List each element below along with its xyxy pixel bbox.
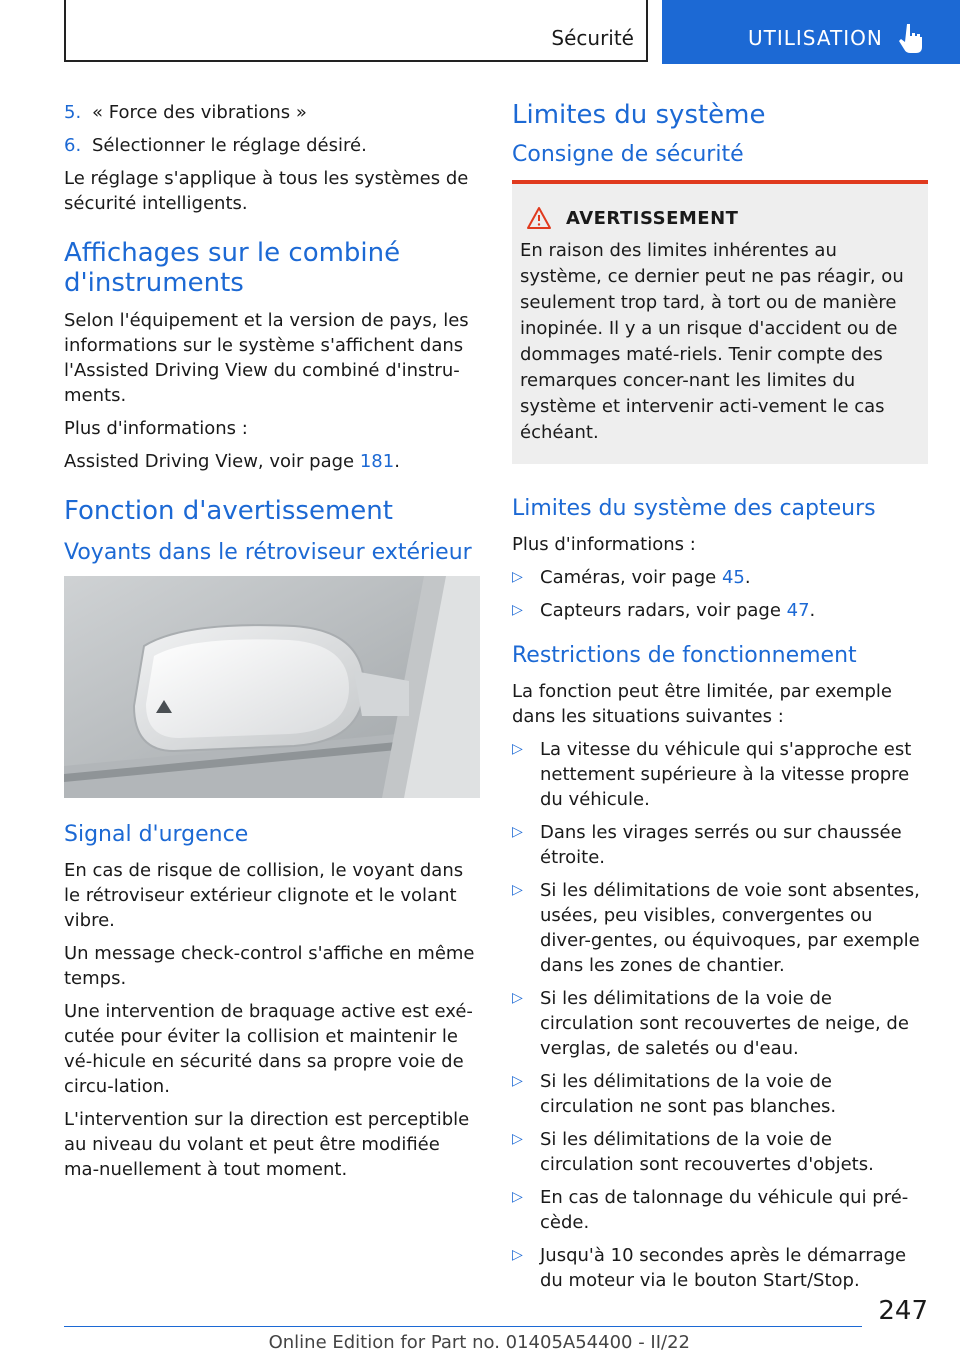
heading-warning-function: Fonction d'avertissement <box>64 496 393 526</box>
warning-text: En raison des limites inhérentes au système, ce dernier peut ne pas réagir, ou seulement trop tard, à tort ou de manière inopinée. Il y a un risque d'accident ou de dommages maté-riels. Tenir compte des remarques concer-nant les limites du système et intervenir acti-vement le cas échéant. <box>520 240 904 443</box>
triangle-bullet-icon: ▷ <box>512 1131 523 1147</box>
list-item-text: Si les délimitations de la voie de circulation sont recouvertes de neige, de verglas, de saletés ou d'eau. <box>540 988 909 1059</box>
triangle-bullet-icon: ▷ <box>512 990 523 1006</box>
header-chapter <box>662 0 960 64</box>
list-item <box>512 986 928 1061</box>
heading-mirror-lights: Voyants dans le rétroviseur extérieur <box>64 540 472 565</box>
step-number: 5. <box>64 102 82 123</box>
list-item-text: Si les délimitations de la voie de circulation ne sont pas blanches. <box>540 1071 837 1117</box>
list-item-text: En cas de talonnage du véhicule qui pré-cède. <box>540 1187 909 1233</box>
header-chapter-label: UTILISATION <box>748 26 883 50</box>
list-item-text: Si les délimitations de la voie de circulation sont recouvertes d'objets. <box>540 1129 874 1175</box>
heading-safety-note: Consigne de sécurité <box>512 142 744 167</box>
heading-restrictions: Restrictions de fonctionnement <box>512 643 857 668</box>
page-link-47[interactable]: 47 <box>786 600 810 621</box>
mirror-image <box>64 576 480 798</box>
triangle-bullet-icon: ▷ <box>512 602 523 618</box>
list-item <box>512 1185 928 1235</box>
triangle-bullet-icon: ▷ <box>512 1073 523 1089</box>
paragraph: Plus d'informations : <box>512 534 696 555</box>
link-suffix: . <box>394 451 400 472</box>
link-prefix: Assisted Driving View, voir page <box>64 451 360 472</box>
heading-signal: Signal d'urgence <box>64 822 249 847</box>
step-number: 6. <box>64 135 82 156</box>
pointing-hand-icon <box>898 22 924 54</box>
step-item <box>64 133 480 158</box>
warning-box <box>512 180 928 464</box>
paragraph: Plus d'informations : <box>64 418 248 439</box>
warning-header <box>520 206 920 230</box>
paragraph: L'intervention sur la direction est perceptible au niveau du volant et peut être modifiée ma-nuellement à tout moment. <box>64 1109 470 1180</box>
list-item-prefix: Capteurs radars, voir page <box>540 600 787 621</box>
list-item <box>512 1243 928 1293</box>
paragraph: La fonction peut être limitée, par exemple dans les situations suivantes : <box>512 681 892 727</box>
list-item-text: Dans les virages serrés ou sur chaussée étroite. <box>540 822 902 868</box>
list-item-suffix: . <box>809 600 816 621</box>
list-item <box>512 820 928 870</box>
list-item-text <box>540 565 751 590</box>
right-column <box>512 100 928 1301</box>
footer-edition: Online Edition for Part no. 01405A54400 - II/22 <box>268 1332 690 1353</box>
paragraph: Le réglage s'applique à tous les systèmes de sécurité intelligents. <box>64 168 469 214</box>
header-section: Sécurité <box>551 26 634 50</box>
footer-divider <box>64 1326 862 1327</box>
paragraph: Une intervention de braquage active est exé-cutée pour éviter la collision et maintenir le vé-hicule en sécurité dans sa propre voie de circu-lation. <box>64 1001 473 1097</box>
triangle-bullet-icon: ▷ <box>512 882 523 898</box>
heading-display: Affichages sur le combiné d'instruments <box>64 238 401 298</box>
page-link-181[interactable]: 181 <box>359 451 395 472</box>
paragraph-link <box>64 449 480 474</box>
paragraph: En cas de risque de collision, le voyant dans le rétroviseur extérieur clignote et le volant vibre. <box>64 860 464 931</box>
step-text: « Force des vibrations » <box>92 102 307 123</box>
list-item <box>512 598 928 623</box>
header-section-box <box>64 0 648 62</box>
heading-system-limits: Limites du système <box>512 100 766 130</box>
paragraph: Un message check-control s'affiche en même temps. <box>64 943 475 989</box>
triangle-bullet-icon: ▷ <box>512 741 523 757</box>
heading-sensor-limits: Limites du système des capteurs <box>512 496 876 521</box>
list-item-text: Jusqu'à 10 secondes après le démarrage du moteur via le bouton Start/Stop. <box>540 1245 907 1291</box>
list-item-text: Si les délimitations de voie sont absentes, usées, peu visibles, convergentes ou diver-gentes, ou équivoques, par exemple dans les zones de chantier. <box>540 880 920 976</box>
paragraph: Selon l'équipement et la version de pays, les informations sur le système s'affichent dans l'Assisted Driving View du combiné d'instru-ments. <box>64 310 469 406</box>
list-item-prefix: Caméras, voir page <box>540 567 722 588</box>
triangle-bullet-icon: ▷ <box>512 569 523 585</box>
triangle-bullet-icon: ▷ <box>512 1247 523 1263</box>
triangle-bullet-icon: ▷ <box>512 1189 523 1205</box>
list-item <box>512 737 928 812</box>
triangle-bullet-icon: ▷ <box>512 824 523 840</box>
step-item <box>64 100 480 125</box>
list-item <box>512 1069 928 1119</box>
list-item <box>512 1127 928 1177</box>
list-item-text: La vitesse du véhicule qui s'approche est nettement supérieure à la vitesse propre du véhicule. <box>540 739 912 810</box>
list-item <box>512 565 928 590</box>
warning-triangle-icon <box>526 206 552 230</box>
list-item-suffix: . <box>744 567 751 588</box>
page-link-45[interactable]: 45 <box>721 567 745 588</box>
page-number: 247 <box>878 1296 928 1326</box>
list-item <box>512 878 928 978</box>
step-text: Sélectionner le réglage désiré. <box>92 135 367 156</box>
list-item-text <box>540 598 815 623</box>
left-column <box>64 100 480 1190</box>
warning-title: AVERTISSEMENT <box>566 207 739 229</box>
